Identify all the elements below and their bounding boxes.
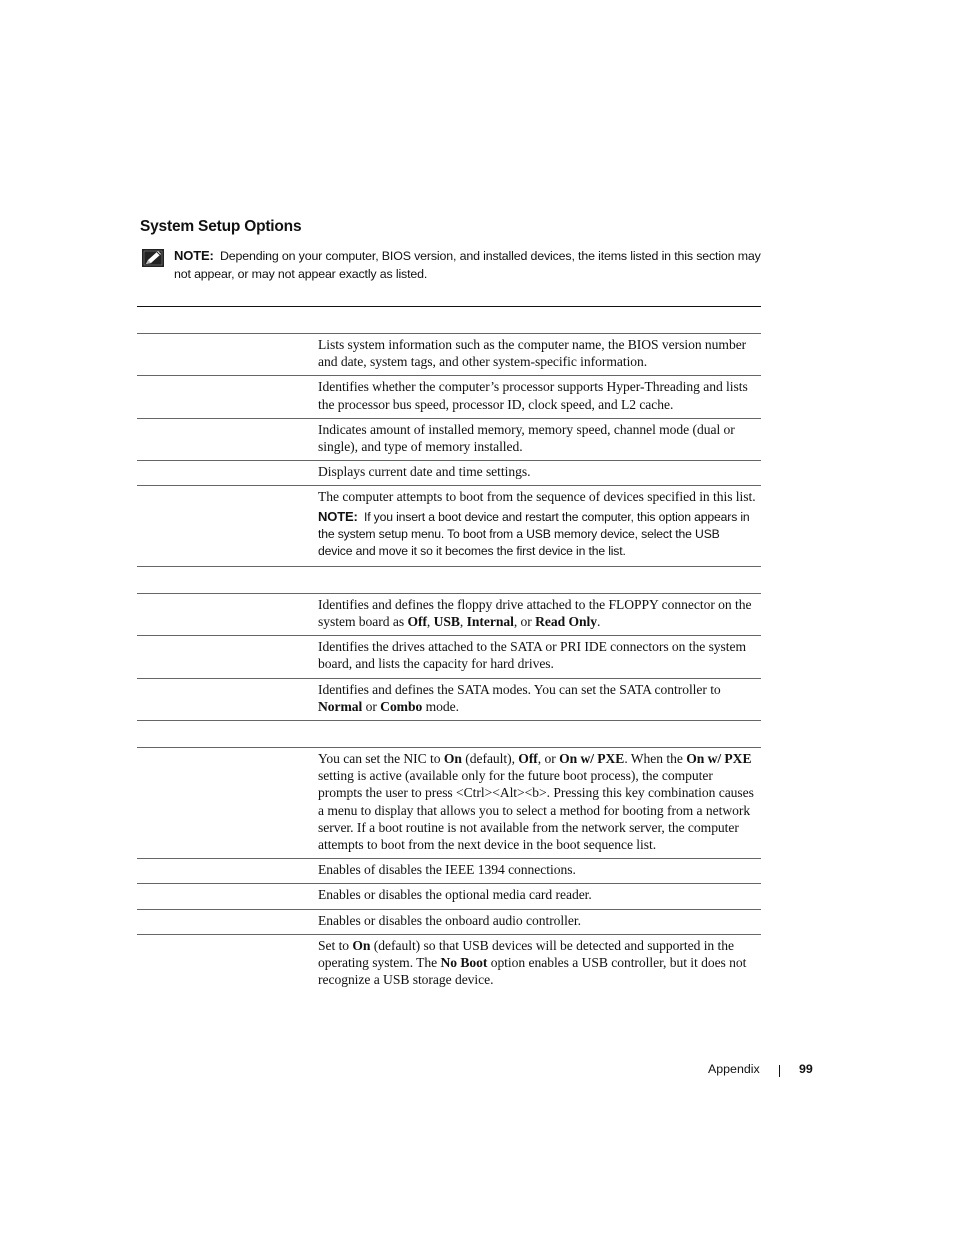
description-text: (default),	[461, 751, 519, 767]
option-name-cell	[137, 636, 318, 677]
table-row-sata	[137, 679, 761, 721]
table-row-system-info	[137, 334, 761, 376]
table-row-usb	[137, 935, 761, 994]
option-name-cell	[137, 419, 318, 460]
option-value: Off	[407, 614, 427, 630]
note-label: NOTE:	[318, 508, 358, 524]
description-text: Set to	[318, 937, 353, 953]
table-row-media-card	[137, 884, 761, 909]
description-text: Identifies and defines the SATA modes. You can set the SATA controller to	[318, 681, 721, 697]
option-description: Identifies the drives attached to the SATA or PRI IDE connectors on the system board, and lists the capacity for hard drives.	[318, 639, 747, 672]
description-text: . When the	[624, 751, 687, 767]
option-value: Normal	[318, 698, 363, 714]
description-text: Identifies and defines the floppy drive attached to the FLOPPY connector on the system board as	[318, 596, 752, 630]
table-row-ieee1394	[137, 859, 761, 884]
option-description	[318, 679, 761, 720]
note-callout	[142, 247, 762, 283]
description-text: , or	[537, 751, 560, 767]
option-value: On w/ PXE	[686, 751, 752, 767]
option-name-cell	[137, 884, 318, 908]
option-value: USB	[433, 614, 460, 630]
table-group-row	[137, 721, 761, 748]
option-description: Enables or disables the onboard audio controller.	[318, 912, 581, 928]
option-name-cell	[137, 334, 318, 375]
description-text: ,	[459, 614, 467, 630]
option-description: Lists system information such as the computer name, the BIOS version number and date, system tags, and other system-specific information.	[318, 337, 747, 370]
boot-sequence-text: The computer attempts to boot from the sequence of devices specified in this list.	[318, 489, 756, 505]
option-value: On w/ PXE	[559, 751, 625, 767]
table-row-date-time	[137, 461, 761, 486]
table-row-nic	[137, 748, 761, 859]
note-body: If you insert a boot device and restart the computer, this option appears in the system setup menu. To boot from a USB memory device, select the USB device and move it so it becomes the first device in the list.	[318, 509, 750, 559]
option-description: Enables or disables the optional media card reader.	[318, 887, 592, 903]
page-footer	[700, 1062, 820, 1080]
option-description	[318, 935, 761, 994]
page-number: 99	[799, 1062, 813, 1076]
description-text: or	[362, 698, 381, 714]
option-name-cell	[137, 461, 318, 485]
option-description	[318, 486, 761, 565]
option-value: On	[443, 751, 462, 767]
option-value: Combo	[380, 698, 423, 714]
option-description	[318, 748, 761, 858]
option-name-cell	[137, 376, 318, 417]
setup-options-table	[137, 306, 761, 994]
table-row-drives	[137, 636, 761, 678]
option-name-cell	[137, 486, 318, 565]
description-text: You can set the NIC to	[318, 751, 444, 767]
description-text: ,	[426, 614, 434, 630]
description-text: (default) so that USB devices will be detected and supported in the operating system. The	[318, 937, 734, 971]
table-row-processor	[137, 376, 761, 418]
table-group-row	[137, 567, 761, 594]
table-row-boot-sequence	[137, 486, 761, 566]
table-row-floppy	[137, 594, 761, 636]
table-header-row	[137, 307, 761, 334]
boot-sequence-note	[318, 508, 757, 561]
footer-section-name: Appendix	[708, 1062, 760, 1076]
pencil-note-icon	[142, 249, 164, 267]
option-value: On	[352, 937, 371, 953]
option-name-cell	[137, 594, 318, 635]
option-name-cell	[137, 859, 318, 883]
footer-divider	[779, 1065, 780, 1077]
description-text: setting is active (available only for the future boot process), the computer prompts the user to press <Ctrl><Alt><b>. Pressing this key combination causes a menu to display that allows you to select a method for booting from a network server. If a boot routine is not available from the network server, the computer attempts to boot from the next device in the boot sequence list.	[318, 768, 754, 853]
table-row-audio	[137, 910, 761, 935]
description-text: , or	[513, 614, 536, 630]
option-description: Enables of disables the IEEE 1394 connections.	[318, 862, 576, 878]
option-value: Read Only	[535, 614, 597, 630]
option-description: Identifies whether the computer’s processor supports Hyper-Threading and lists the processor bus speed, processor ID, clock speed, and L2 cache.	[318, 379, 748, 412]
option-name-cell	[137, 679, 318, 720]
note-label: NOTE:	[174, 248, 214, 263]
note-body: Depending on your computer, BIOS version, and installed devices, the items listed in this section may not appear, or may not appear exactly as listed.	[174, 249, 761, 281]
table-row-memory	[137, 419, 761, 461]
description-text: mode.	[422, 698, 459, 714]
page-title: System Setup Options	[140, 218, 302, 235]
option-value: Internal	[466, 614, 514, 630]
option-name-cell	[137, 910, 318, 934]
option-name-cell	[137, 935, 318, 994]
note-text	[174, 247, 762, 283]
option-description: Displays current date and time settings.	[318, 464, 531, 480]
description-text: .	[596, 614, 601, 630]
option-value: No Boot	[440, 955, 488, 971]
option-value: Off	[518, 751, 538, 767]
option-description	[318, 594, 761, 635]
description-text: option enables a USB controller, but it does not recognize a USB storage device.	[318, 955, 747, 988]
option-description: Indicates amount of installed memory, memory speed, channel mode (dual or single), and type of memory installed.	[318, 421, 735, 455]
option-name-cell	[137, 748, 318, 858]
